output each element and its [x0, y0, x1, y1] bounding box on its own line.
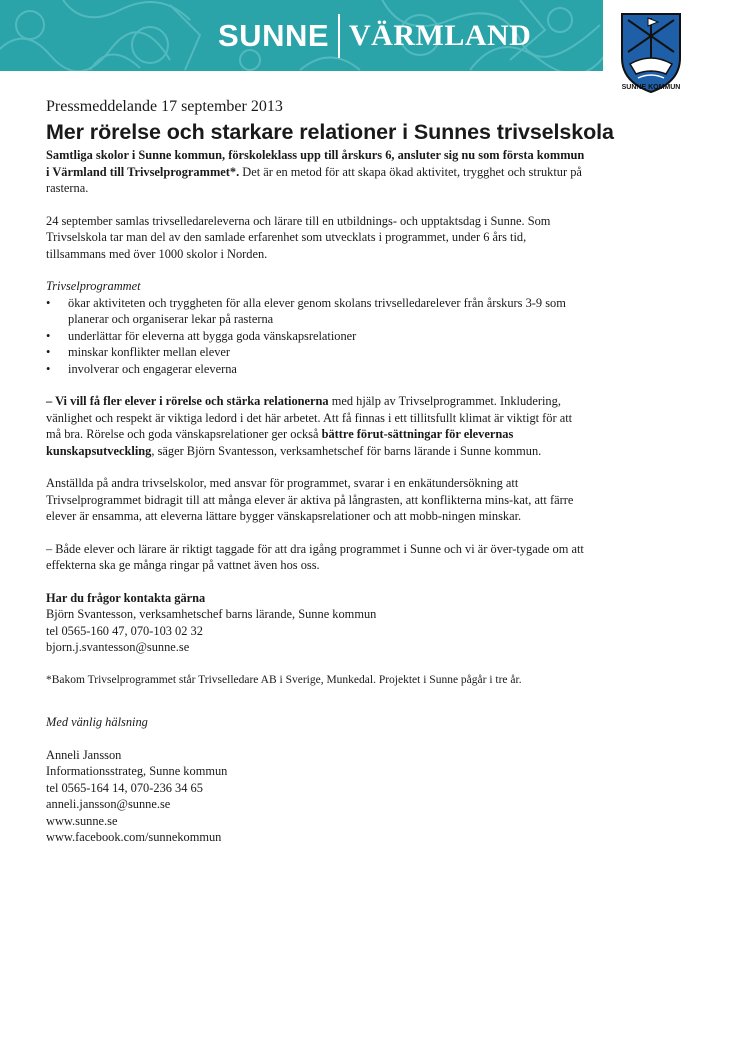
contact-heading: Har du frågor kontakta gärna — [46, 590, 206, 605]
quote-end: , säger Björn Svantesson, verksamhetschef för barns lärande i Sunne kommun. — [151, 443, 542, 458]
quote-text: med hjälp av Trivselprogrammet. Inkludering, vänlighet och respekt är viktiga ledord i det här arbetet. Att få finnas i ett tillitsfullt klimat är viktigt för att må bra. Rörelse och goda vänskapsrelationer ger också — [46, 394, 573, 441]
brand-varmland: VÄRMLAND — [349, 19, 532, 52]
press-release — [46, 97, 614, 846]
signature-block — [46, 747, 586, 846]
list-title: Trivselprogrammet — [46, 279, 141, 293]
footnote: *Bakom Trivselprogrammet står Trivselledare AB i Sverige, Munkedal. Projektet i Sunne pågår i tre år. — [46, 673, 522, 686]
signature-line: Informationsstrateg, Sunne kommun — [46, 764, 228, 778]
crest-label: SUNNE KOMMUN — [621, 84, 681, 91]
quote-bold: – Vi vill få fler elever i rörelse och stärka relationerna — [46, 394, 329, 408]
greeting: Med vänlig hälsning — [46, 715, 148, 729]
paragraph-closing-quote: – Både elever och lärare är riktigt taggade för att dra igång programmet i Sunne och vi är över-tygade om att effekterna ska ge många ringar på vattnet även hos oss. — [46, 541, 584, 572]
signature-name: Anneli Jansson — [46, 747, 122, 762]
contact-block — [46, 606, 586, 656]
paragraph-survey: Anställda på andra trivselskolor, med ansvar för programmet, svarar i en enkätundersökning att Trivselprogrammet bidragit till att många elever är aktiva på långrasten, att konflikterna mins-kat, att färre elever är ensamma, att eleverna lättare bygger vänskapsrelationer och att mobb-ningen minskar. — [46, 476, 574, 523]
coat-of-arms-icon — [618, 12, 684, 94]
benefit-list — [46, 295, 586, 378]
list-item: • underlättar för eleverna att bygga goda vänskapsrelationer — [46, 328, 586, 345]
lead-bold: Samtliga skolor i Sunne kommun, förskoleklass upp till årskurs 6, ansluter sig nu som första kommun i Värmland till Trivselprogrammet*. — [46, 148, 585, 179]
lead-rest: Det är en metod för att skapa ökad aktivitet, trygghet och struktur på rasterna. — [46, 164, 582, 195]
signature-line: tel 0565-164 14, 070-236 34 65 — [46, 780, 203, 795]
contact-line: Björn Svantesson, verksamhetschef barns lärande, Sunne kommun — [46, 607, 377, 621]
quote-paragraph — [46, 393, 586, 459]
signature-website: www.sunne.se — [46, 813, 118, 828]
brand-logo — [218, 14, 531, 58]
lead-paragraph — [46, 147, 586, 197]
contact-line: tel 0565-160 47, 070-103 02 32 — [46, 623, 203, 638]
brand-sunne: SUNNE — [218, 18, 330, 53]
contact-email: bjorn.j.svantesson@sunne.se — [46, 640, 190, 654]
brand-divider — [338, 14, 340, 58]
list-item: • involverar och engagerar eleverna — [46, 361, 586, 378]
quote-bold-2: bättre förut-sättningar för elevernas kunskapsutveckling — [46, 427, 514, 458]
paragraph-event: 24 september samlas trivselledareleverna och lärare till en utbildnings- och upptaktsdag i Sunne. Som Trivselskola tar man del av den samlade erfarenhet som utvecklats i programmet, under 6 års tid, tillsammans med över 1000 skolor i Norden. — [46, 213, 551, 261]
dateline: Pressmeddelande 17 september 2013 — [46, 98, 283, 115]
signature-email: anneli.jansson@sunne.se — [46, 797, 171, 811]
list-item: • minskar konflikter mellan elever — [46, 344, 586, 361]
page-title: Mer rörelse och starkare relationer i Sunnes trivselskola — [46, 120, 614, 144]
header-banner — [0, 0, 603, 71]
list-item: • ökar aktiviteten och tryggheten för alla elever genom skolans trivselledarelever från årskurs 3-9 som planerar och organiserar lekar på rasterna — [46, 295, 586, 328]
signature-facebook: www.facebook.com/sunnekommun — [46, 830, 222, 844]
